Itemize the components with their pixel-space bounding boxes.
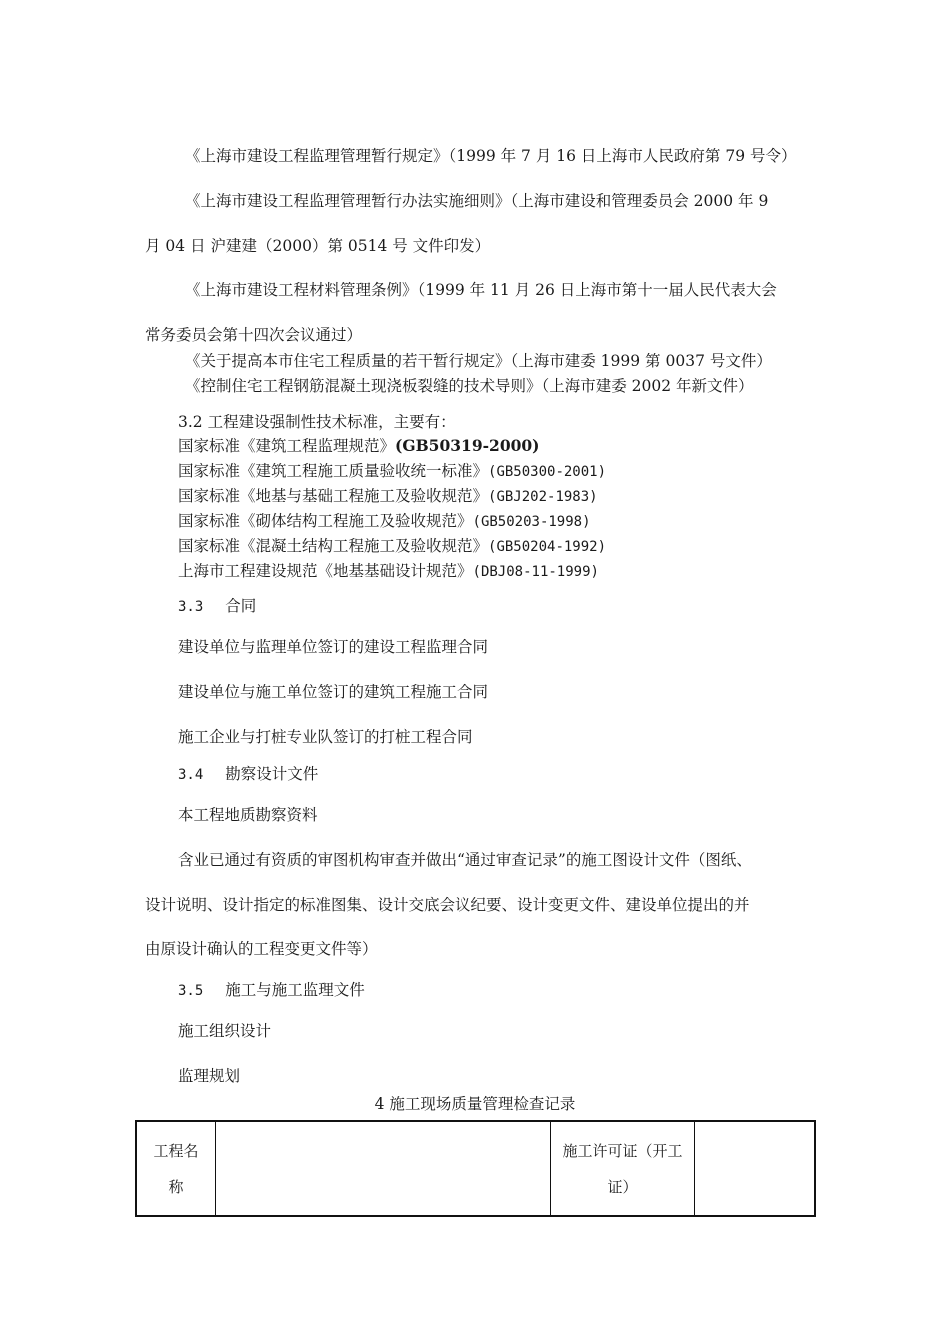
design-docs-line1: 含业已通过有资质的审图机构审查并做出“通过审查记录”的施工图设计文件（图纸、: [178, 851, 752, 869]
permit-label: [551, 1121, 695, 1216]
section-4-caption: 4 施工现场质量管理检查记录: [374, 1095, 576, 1113]
construction-doc-item-2: 监理规划: [178, 1067, 241, 1085]
standard-3-code: (GBJ202-1983): [488, 489, 598, 505]
regulation-3-line2: 常务委员会第十四次会议通过）: [145, 326, 363, 344]
standard-4-name: 国家标准《砌体结构工程施工及验收规范》: [178, 512, 473, 530]
contract-item-3: 施工企业与打桩专业队签订的打桩工程合同: [178, 728, 473, 746]
contract-item-2: 建设单位与施工单位签订的建筑工程施工合同: [178, 683, 489, 701]
standard-2: [178, 461, 606, 482]
section-3-3-title: 合同: [225, 597, 257, 615]
standard-6-code: (DBJ08-11-1999): [472, 564, 599, 580]
permit-label-line2: 证）: [607, 1177, 638, 1196]
standard-5-code: (GB50204-1992): [488, 539, 607, 555]
section-3-5-number: 3.5: [178, 983, 204, 999]
section-3-4-heading: [178, 764, 318, 785]
standard-5-name: 国家标准《混凝土结构工程施工及验收规范》: [178, 537, 489, 555]
project-name-value[interactable]: [216, 1121, 551, 1216]
section-3-3-number: 3.3: [178, 599, 204, 615]
permit-value[interactable]: [695, 1121, 816, 1216]
construction-doc-item-1: 施工组织设计: [178, 1022, 272, 1040]
standard-5: [178, 536, 606, 557]
regulation-4: 《关于提高本市住宅工程质量的若干暂行规定》（上海市建委 1999 第 0037 号文件）: [185, 352, 772, 370]
standard-1-name: 国家标准《建筑工程监理规范》: [178, 437, 396, 455]
regulation-2-line2: 月 04 日 沪建建（2000）第 0514 号 文件印发）: [145, 237, 491, 255]
section-3-4-number: 3.4: [178, 767, 204, 783]
regulation-3-line1: 《上海市建设工程材料管理条例》（1999 年 11 月 26 日上海市第十一届人民代表大会: [185, 281, 777, 299]
standard-1-code: (GB50319-2000): [395, 436, 540, 455]
standard-6-name: 上海市工程建设规范《地基基础设计规范》: [178, 562, 473, 580]
regulation-2-line1: 《上海市建设工程监理管理暂行办法实施细则》（上海市建设和管理委员会 2000 年 9: [185, 192, 769, 210]
design-docs-line3: 由原设计确认的工程变更文件等）: [145, 940, 378, 958]
survey-item: 本工程地质勘察资料: [178, 806, 318, 824]
quality-check-table: [135, 1120, 816, 1217]
section-3-5-heading: [178, 980, 365, 1001]
section-3-4-title: 勘察设计文件: [225, 765, 319, 783]
standard-2-code: (GB50300-2001): [488, 464, 607, 480]
regulation-5: 《控制住宅工程钢筋混凝土现浇板裂缝的技术导则》（上海市建委 2002 年新文件）: [185, 377, 754, 395]
project-name-label: [136, 1121, 216, 1216]
standard-4: [178, 511, 591, 532]
section-3-2-heading: 3.2 工程建设强制性技术标准，主要有：: [178, 413, 456, 431]
table-row: [136, 1121, 815, 1216]
regulation-1: 《上海市建设工程监理管理暂行规定》（1999 年 7 月 16 日上海市人民政府第 79 号令）: [185, 147, 797, 165]
section-3-5-title: 施工与施工监理文件: [225, 981, 365, 999]
project-name-label-line1: 工程名: [153, 1141, 199, 1160]
standard-4-code: (GB50203-1998): [472, 514, 591, 530]
design-docs-line2: 设计说明、设计指定的标准图集、设计交底会议纪要、设计变更文件、建设单位提出的并: [145, 896, 750, 914]
contract-item-1: 建设单位与监理单位签订的建设工程监理合同: [178, 638, 489, 656]
standard-2-name: 国家标准《建筑工程施工质量验收统一标准》: [178, 462, 489, 480]
standard-3: [178, 486, 598, 507]
standard-3-name: 国家标准《地基与基础工程施工及验收规范》: [178, 487, 489, 505]
section-3-3-heading: [178, 596, 256, 617]
permit-label-line1: 施工许可证（开工: [562, 1141, 683, 1160]
project-name-label-line2: 称: [168, 1177, 184, 1196]
standard-1: [178, 436, 540, 456]
standard-6: [178, 561, 599, 582]
